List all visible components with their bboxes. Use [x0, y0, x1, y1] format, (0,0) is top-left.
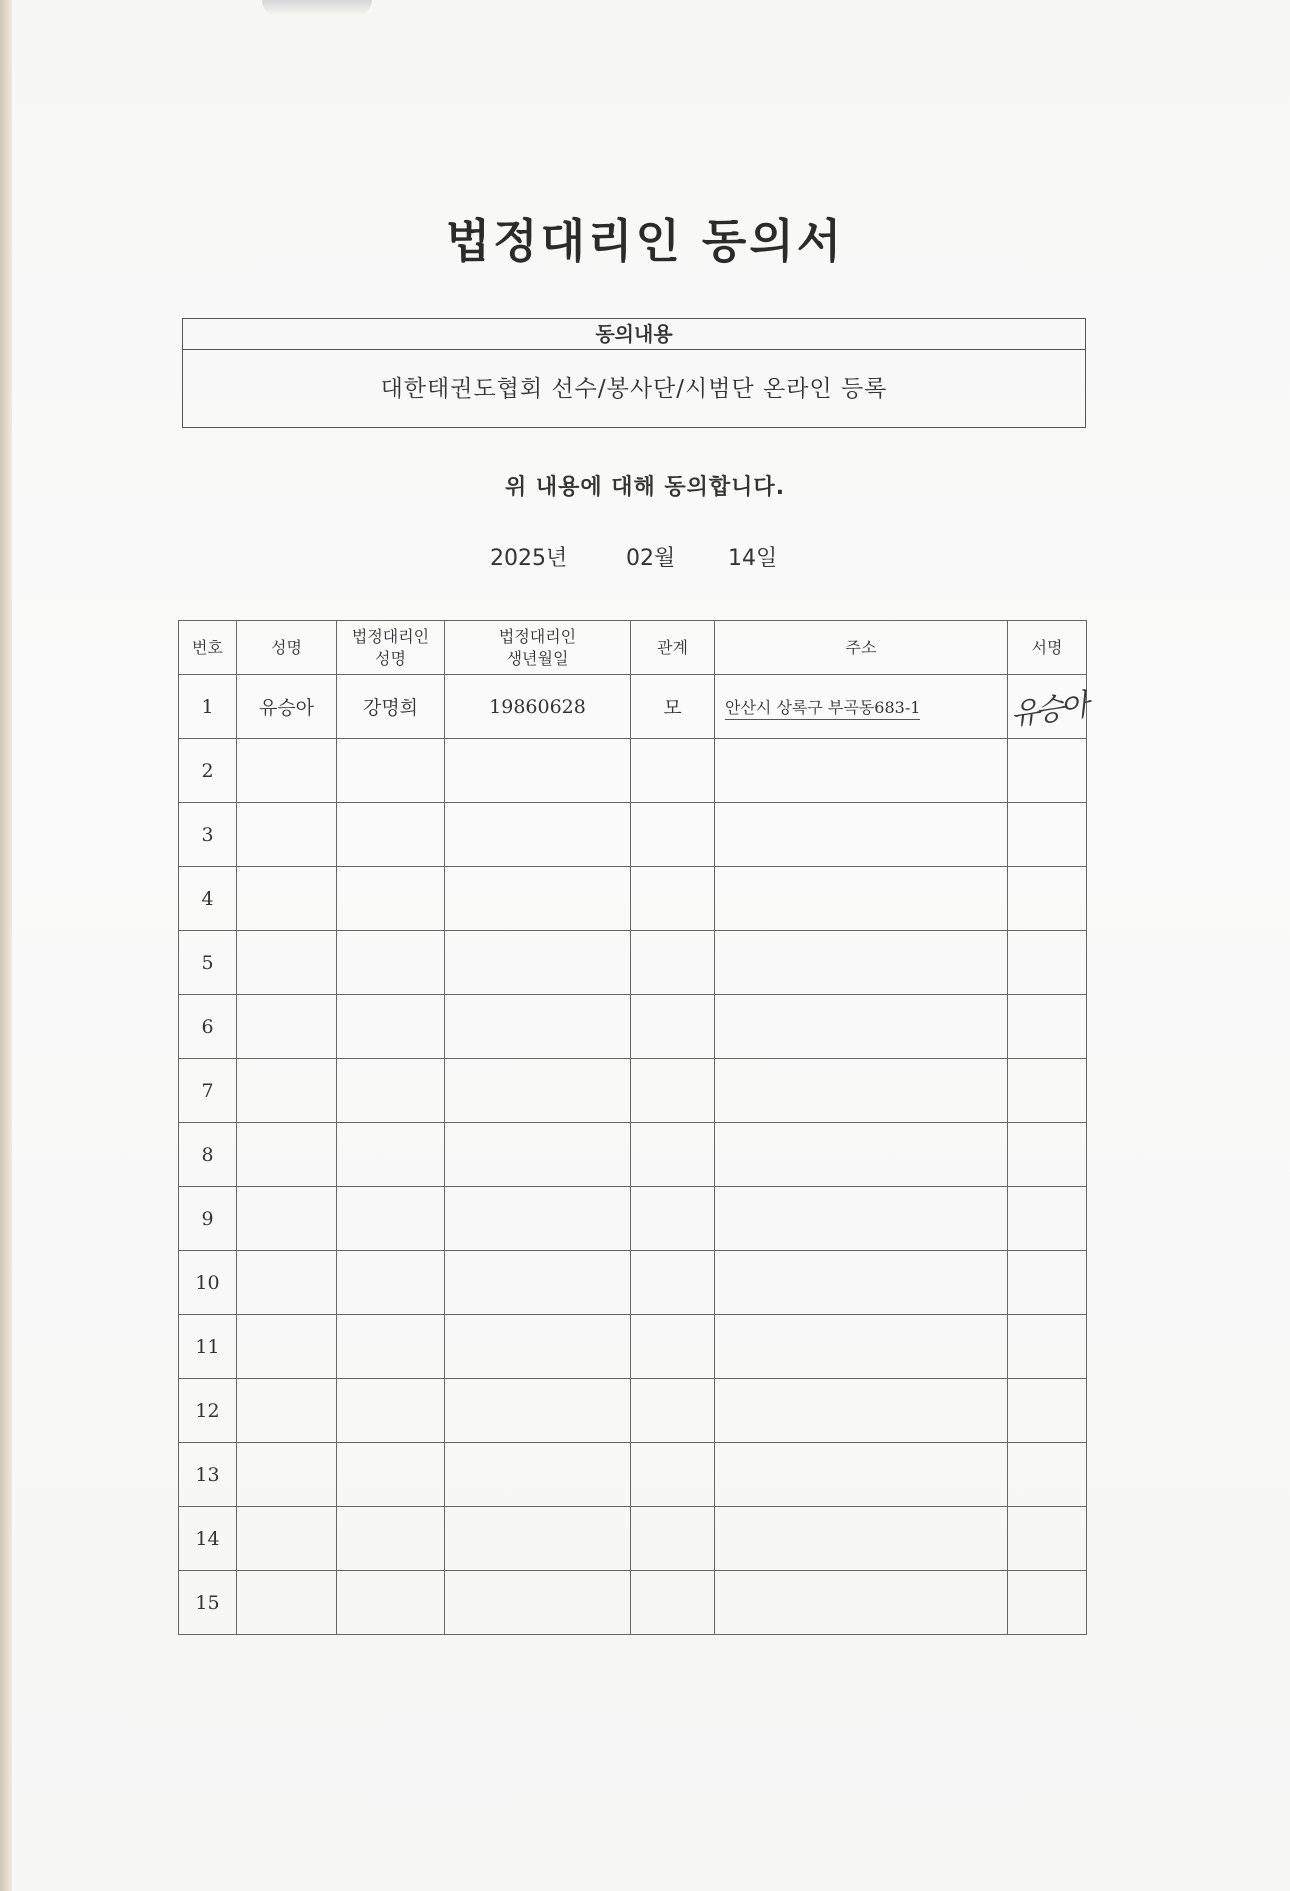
row-signature [1008, 995, 1087, 1059]
document-title: 법정대리인 동의서 [445, 214, 845, 268]
header-guardian-birth-line1: 법정대리인 [498, 626, 577, 646]
row-guardian-name [337, 803, 445, 867]
row-guardian-name [337, 1059, 445, 1123]
row-guardian-birth [445, 1443, 631, 1507]
row-guardian-birth [445, 867, 631, 931]
row-relation: 모 [631, 675, 715, 739]
row-relation [631, 1571, 715, 1635]
row-number: 4 [179, 867, 237, 931]
row-signature [1008, 675, 1087, 739]
row-signature [1008, 1059, 1087, 1123]
row-number: 5 [179, 931, 237, 995]
row-relation [631, 1443, 715, 1507]
table-row [179, 1187, 1087, 1251]
row-guardian-birth [445, 931, 631, 995]
table-row [179, 931, 1087, 995]
table-header-row [179, 621, 1087, 675]
row-number: 15 [179, 1571, 237, 1635]
row-name [237, 1507, 337, 1571]
row-name [237, 1571, 337, 1635]
row-relation [631, 995, 715, 1059]
header-guardian-name-line2: 성명 [375, 648, 406, 668]
row-name [237, 1187, 337, 1251]
row-signature [1008, 1379, 1087, 1443]
row-name [237, 803, 337, 867]
row-relation [631, 1315, 715, 1379]
row-guardian-name [337, 1123, 445, 1187]
row-name: 유승아 [237, 675, 337, 739]
row-guardian-birth [445, 803, 631, 867]
table-row [179, 1251, 1087, 1315]
table-row [179, 1315, 1087, 1379]
table-row [179, 1443, 1087, 1507]
handwritten-signature: 유승아 [1007, 687, 1088, 733]
header-guardian-name-line1: 법정대리인 [351, 626, 430, 646]
table-row [179, 739, 1087, 803]
row-guardian-birth [445, 1507, 631, 1571]
row-relation [631, 739, 715, 803]
row-signature [1008, 1123, 1087, 1187]
header-guardian-birth [445, 621, 631, 675]
consent-box [182, 318, 1086, 428]
header-relation: 관계 [631, 621, 715, 675]
row-name [237, 1379, 337, 1443]
table-row [179, 803, 1087, 867]
row-relation [631, 1251, 715, 1315]
row-name [237, 1315, 337, 1379]
row-number: 12 [179, 1379, 237, 1443]
row-number: 11 [179, 1315, 237, 1379]
row-address [715, 931, 1008, 995]
row-name [237, 995, 337, 1059]
row-address [715, 1059, 1008, 1123]
row-relation [631, 931, 715, 995]
row-number: 7 [179, 1059, 237, 1123]
row-guardian-birth [445, 1379, 631, 1443]
row-signature [1008, 1571, 1087, 1635]
row-name [237, 1443, 337, 1507]
header-number: 번호 [179, 621, 237, 675]
row-address [715, 1507, 1008, 1571]
row-guardian-name [337, 1571, 445, 1635]
table-row [179, 1123, 1087, 1187]
row-guardian-name [337, 931, 445, 995]
row-guardian-name [337, 739, 445, 803]
row-guardian-name [337, 1507, 445, 1571]
consent-content: 대한태권도협회 선수/봉사단/시범단 온라인 등록 [380, 376, 888, 402]
row-address [715, 1251, 1008, 1315]
row-signature [1008, 1315, 1087, 1379]
row-guardian-birth [445, 1059, 631, 1123]
registration-table [178, 620, 1087, 1635]
row-name [237, 739, 337, 803]
clip-shadow [262, 0, 372, 16]
row-signature [1008, 931, 1087, 995]
row-address [715, 867, 1008, 931]
row-relation [631, 1187, 715, 1251]
agreement-statement: 위 내용에 대해 동의합니다. [504, 475, 786, 500]
table-row [179, 1507, 1087, 1571]
row-number: 14 [179, 1507, 237, 1571]
row-signature [1008, 1187, 1087, 1251]
row-guardian-name [337, 1315, 445, 1379]
row-name [237, 867, 337, 931]
row-guardian-birth [445, 1187, 631, 1251]
table-row [179, 995, 1087, 1059]
row-signature [1008, 739, 1087, 803]
row-number: 3 [179, 803, 237, 867]
table-row [179, 867, 1087, 931]
row-guardian-birth [445, 1571, 631, 1635]
row-name [237, 1059, 337, 1123]
row-guardian-birth [445, 739, 631, 803]
row-address [715, 739, 1008, 803]
row-relation [631, 867, 715, 931]
header-address: 주소 [715, 621, 1008, 675]
header-signature: 서명 [1008, 621, 1087, 675]
row-guardian-birth [445, 995, 631, 1059]
row-name [237, 1123, 337, 1187]
row-guardian-name [337, 1379, 445, 1443]
row-address [715, 1443, 1008, 1507]
row-relation [631, 1123, 715, 1187]
row-number: 6 [179, 995, 237, 1059]
row-address [715, 803, 1008, 867]
row-address-text: 안산시 상록구 부곡동683-1 [725, 698, 920, 720]
row-signature [1008, 1507, 1087, 1571]
header-guardian-birth-line2: 생년월일 [506, 648, 569, 668]
table-row [179, 1059, 1087, 1123]
row-guardian-name [337, 1443, 445, 1507]
row-guardian-birth [445, 1315, 631, 1379]
row-address [715, 1315, 1008, 1379]
date-year: 2025년 [490, 546, 568, 571]
consent-heading: 동의내용 [183, 319, 1085, 350]
row-address [715, 1379, 1008, 1443]
table-row [179, 1379, 1087, 1443]
row-number: 8 [179, 1123, 237, 1187]
row-guardian-name [337, 867, 445, 931]
row-relation [631, 1379, 715, 1443]
date-day: 14일 [728, 546, 778, 571]
row-signature [1008, 1443, 1087, 1507]
table-row [179, 675, 1087, 739]
header-guardian-name [337, 621, 445, 675]
row-signature [1008, 867, 1087, 931]
row-address [715, 1123, 1008, 1187]
row-relation [631, 1059, 715, 1123]
table-row [179, 1571, 1087, 1635]
row-address [715, 675, 1008, 739]
row-signature [1008, 1251, 1087, 1315]
row-guardian-name [337, 995, 445, 1059]
row-number: 10 [179, 1251, 237, 1315]
row-guardian-name [337, 1251, 445, 1315]
header-name: 성명 [237, 621, 337, 675]
row-number: 1 [179, 675, 237, 739]
row-number: 9 [179, 1187, 237, 1251]
row-address [715, 1571, 1008, 1635]
row-signature [1008, 803, 1087, 867]
row-guardian-birth [445, 1251, 631, 1315]
row-guardian-name: 강명희 [337, 675, 445, 739]
row-number: 13 [179, 1443, 237, 1507]
date-month: 02월 [626, 546, 676, 571]
row-guardian-birth: 19860628 [445, 675, 631, 739]
row-relation [631, 803, 715, 867]
row-guardian-birth [445, 1123, 631, 1187]
row-name [237, 931, 337, 995]
row-address [715, 995, 1008, 1059]
row-address [715, 1187, 1008, 1251]
row-relation [631, 1507, 715, 1571]
row-name [237, 1251, 337, 1315]
row-guardian-name [337, 1187, 445, 1251]
row-number: 2 [179, 739, 237, 803]
